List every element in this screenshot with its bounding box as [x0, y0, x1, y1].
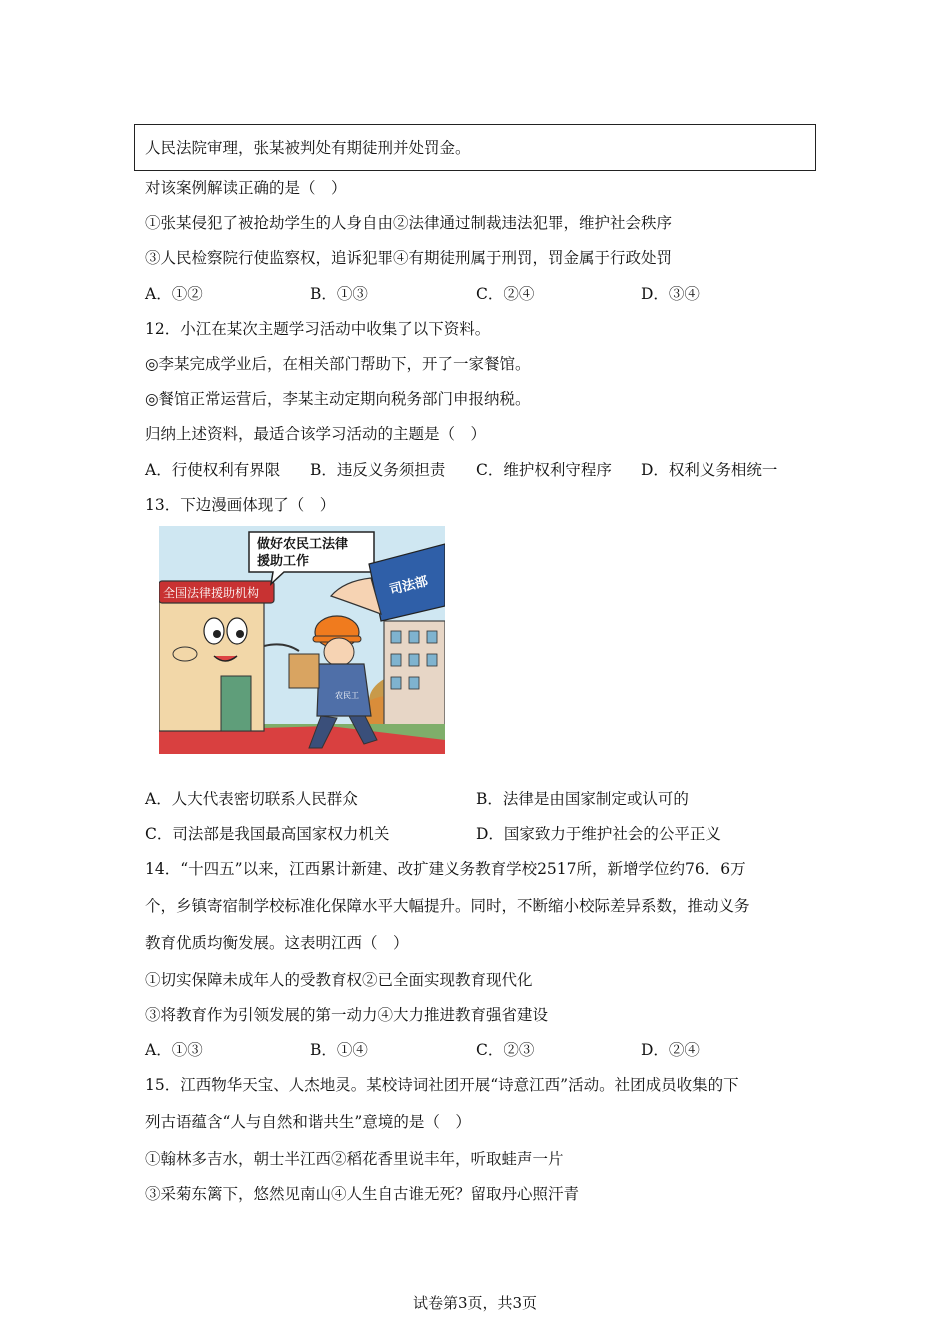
q11-option-c: C．②④	[476, 285, 535, 303]
worker-label: 农民工	[335, 691, 359, 700]
q12-option-b: B．违反义务须担责	[310, 461, 446, 479]
q11-option-a: A．①②	[145, 285, 203, 303]
page-footer: 试卷第3页，共3页	[412, 1294, 538, 1312]
q11-statement-2: ③人民检察院行使监察权，追诉犯罪④有期徒刑属于刑罚，罚金属于行政处罚	[145, 249, 673, 267]
q12-material-2: ◎餐馆正常运营后，李某主动定期向税务部门申报纳税。	[145, 390, 531, 408]
q11-option-b: B．①③	[310, 285, 368, 303]
q14-line-2: 个，乡镇寄宿制学校标准化保障水平大幅提升。同时，不断缩小校际差异系数，推动义务	[145, 897, 750, 915]
q12-option-a: A．行使权利有界限	[145, 461, 281, 479]
sleeve-label: 司法部	[388, 574, 430, 599]
case-text: 人民法院审理，张某被判处有期徒刑并处罚金。	[145, 139, 471, 157]
building-sign: 全国法律援助机构	[162, 586, 260, 600]
q14-line-1: 14．“十四五”以来，江西累计新建、改扩建义务教育学校2517所，新增学位约76．6万	[145, 860, 746, 878]
q15-statement-1: ①翰林多吉水，朝士半江西②稻花香里说丰年，听取蛙声一片	[145, 1150, 564, 1168]
q11-option-d: D．③④	[641, 285, 700, 303]
q14-option-c: C．②③	[476, 1041, 535, 1059]
case-box	[134, 124, 816, 171]
q14-option-a: A．①③	[145, 1041, 203, 1059]
q14-option-d: D．②④	[641, 1041, 700, 1059]
q12-stem: 12．小江在某次主题学习活动中收集了以下资料。	[145, 320, 491, 338]
q15-statement-2: ③采菊东篱下，悠然见南山④人生自古谁无死？留取丹心照汗青	[145, 1185, 580, 1203]
q12-question: 归纳上述资料，最适合该学习活动的主题是（ ）	[145, 425, 487, 443]
q13-stem: 13．下边漫画体现了（ ）	[145, 496, 336, 514]
bubble-line-1: 做好农民工法律	[257, 537, 349, 552]
q11-stem: 对该案例解读正确的是（ ）	[145, 179, 347, 197]
q14-option-b: B．①④	[310, 1041, 368, 1059]
q13-option-a: A．人大代表密切联系人民群众	[145, 790, 358, 808]
q13-option-b: B．法律是由国家制定或认可的	[476, 790, 689, 808]
q15-line-2: 列古语蕴含“人与自然和谐共生”意境的是（ ）	[145, 1113, 471, 1131]
q12-option-c: C．维护权利守程序	[476, 461, 612, 479]
bubble-line-2: 援助工作	[257, 554, 310, 569]
q11-statement-1: ①张某侵犯了被抢劫学生的人身自由②法律通过制裁违法犯罪，维护社会秩序	[145, 214, 673, 232]
q14-line-3: 教育优质均衡发展。这表明江西（ ）	[145, 934, 409, 952]
q12-material-1: ◎李某完成学业后，在相关部门帮助下，开了一家餐馆。	[145, 355, 531, 373]
legal-aid-cartoon	[159, 526, 445, 754]
q14-statement-2: ③将教育作为引领发展的第一动力④大力推进教育强省建设	[145, 1006, 549, 1024]
q12-option-d: D．权利义务相统一	[641, 461, 778, 479]
q15-line-1: 15．江西物华天宝、人杰地灵。某校诗词社团开展“诗意江西”活动。社团成员收集的下	[145, 1076, 739, 1094]
q13-option-d: D．国家致力于维护社会的公平正义	[476, 825, 721, 843]
q14-statement-1: ①切实保障未成年人的受教育权②已全面实现教育现代化	[145, 971, 533, 989]
q13-option-c: C．司法部是我国最高国家权力机关	[145, 825, 390, 843]
